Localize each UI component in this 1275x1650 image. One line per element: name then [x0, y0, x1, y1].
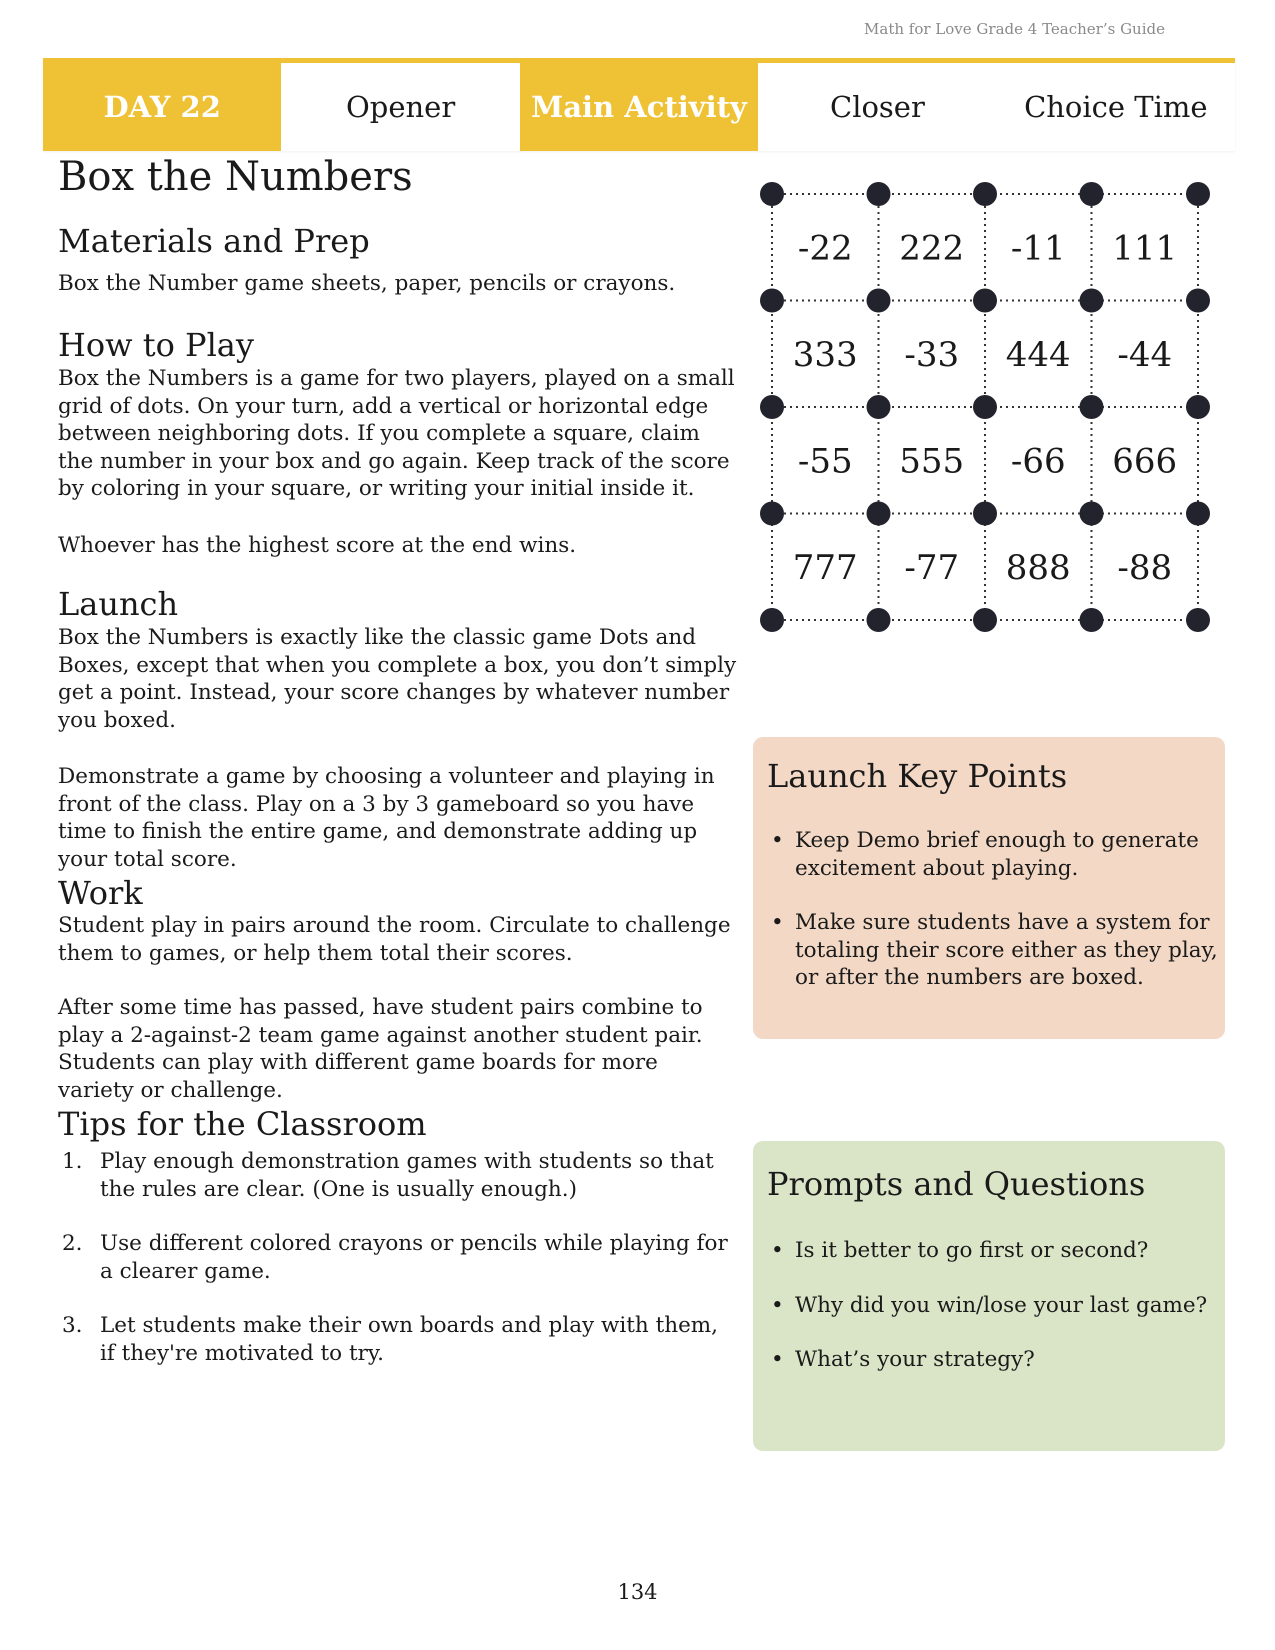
tab-opener[interactable]: Opener [281, 63, 519, 151]
prompts-questions-box [753, 1141, 1225, 1451]
work-heading: Work [58, 874, 143, 912]
materials-heading: Materials and Prep [58, 222, 370, 260]
list-item-text: Use different colored crayons or pencils while playing for a clearer game. [100, 1231, 728, 1284]
page-number: 134 [617, 1580, 658, 1604]
list-item [767, 1237, 1207, 1265]
box-the-numbers-game-board [760, 176, 1220, 636]
launch-key-points-list [767, 827, 1225, 992]
board-cell-value: -44 [1117, 334, 1173, 375]
launch-key-points-box [753, 737, 1225, 1039]
prompts-list [767, 1237, 1207, 1374]
list-item [767, 1346, 1207, 1374]
tips-heading: Tips for the Classroom [58, 1105, 427, 1143]
grid-dot [867, 289, 891, 313]
launch-text: Box the Numbers is exactly like the classic game Dots and Boxes, except that when you complete a box, you don’t simply get a point. Instead, your score changes by whatever number you boxed. [58, 625, 737, 733]
board-cell-value: -22 [797, 228, 853, 269]
board-cell-value: 666 [1112, 441, 1178, 482]
grid-dot [1080, 395, 1104, 419]
bullet-icon: • [771, 1347, 784, 1372]
launch-heading: Launch [58, 585, 179, 623]
grid-dot [1080, 289, 1104, 313]
how-to-play-heading: How to Play [58, 326, 254, 364]
running-header: Math for Love Grade 4 Teacher’s Guide [864, 20, 1165, 38]
list-item-text: What’s your strategy? [795, 1347, 1035, 1372]
grid-dot [1186, 182, 1210, 206]
list-item [58, 1148, 738, 1203]
list-item [767, 827, 1225, 882]
materials-text: Box the Number game sheets, paper, pencils or crayons. [58, 271, 676, 296]
grid-dot [760, 502, 784, 526]
grid-dot [760, 289, 784, 313]
launch-key-points-heading: Launch Key Points [767, 757, 1068, 795]
board-cell-value: 222 [899, 228, 965, 269]
board-cell-value: -66 [1010, 441, 1066, 482]
work-team-text: After some time has passed, have student pairs combine to play a 2-against-2 team game against another student pair. Students can play with different game boards for more variety or challenge. [58, 995, 703, 1103]
grid-dot [760, 608, 784, 632]
grid-dot [973, 395, 997, 419]
grid-dot [973, 289, 997, 313]
bullet-icon: • [771, 828, 784, 853]
list-item [58, 1312, 738, 1367]
grid-dot [1186, 502, 1210, 526]
list-number: 3. [62, 1313, 83, 1338]
list-item-text: Play enough demonstration games with students so that the rules are clear. (One is usually enough.) [100, 1149, 714, 1202]
list-number: 2. [62, 1231, 83, 1256]
grid-dot [867, 395, 891, 419]
board-cell-value: -33 [904, 334, 960, 375]
bullet-icon: • [771, 910, 784, 935]
grid-dot [973, 182, 997, 206]
grid-dot [1080, 182, 1104, 206]
grid-dot [973, 608, 997, 632]
launch-demo-text: Demonstrate a game by choosing a volunteer and playing in front of the class. Play on a 3 by 3 gameboard so you have time to finish the entire game, and demonstrate adding up your total score. [58, 764, 715, 872]
how-to-play-winner-text: Whoever has the highest score at the end wins. [58, 533, 577, 558]
bullet-icon: • [771, 1238, 784, 1263]
work-text: Student play in pairs around the room. Circulate to challenge them to games, or help them total their scores. [58, 913, 731, 966]
bullet-icon: • [771, 1292, 784, 1318]
grid-dot [867, 502, 891, 526]
tab-day[interactable]: DAY 22 [43, 63, 281, 151]
list-item [58, 1230, 738, 1285]
board-cell-value: 888 [1005, 547, 1071, 588]
list-item-text: Let students make their own boards and play with them, if they're motivated to try. [100, 1313, 719, 1366]
grid-dot [760, 182, 784, 206]
lesson-tab-bar [43, 58, 1235, 151]
board-cell-value: 444 [1005, 334, 1071, 375]
tab-choice-time[interactable]: Choice Time [997, 63, 1235, 151]
grid-dot [1186, 608, 1210, 632]
grid-dot [760, 395, 784, 419]
list-item [767, 1292, 1207, 1320]
how-to-play-text: Box the Numbers is a game for two players, played on a small grid of dots. On your turn, add a vertical or horizontal edge between neighboring dots. If you complete a square, claim the number in your box and go again. Keep track of the score by coloring in your square, or writing your initial inside it. [58, 366, 735, 501]
tips-list [58, 1148, 738, 1394]
grid-dot [973, 502, 997, 526]
board-cell-value: 777 [792, 547, 858, 588]
grid-dot [867, 182, 891, 206]
grid-dot [1186, 289, 1210, 313]
board-cell-value: 111 [1112, 228, 1178, 269]
board-cell-value: -55 [797, 441, 853, 482]
prompts-heading: Prompts and Questions [767, 1165, 1146, 1203]
list-item-text: Keep Demo brief enough to generate excitement about playing. [795, 828, 1199, 881]
grid-dot [1080, 608, 1104, 632]
page-title: Box the Numbers [58, 154, 413, 200]
list-item [767, 909, 1225, 992]
tab-closer[interactable]: Closer [758, 63, 996, 151]
board-cell-value: 333 [792, 334, 858, 375]
list-number: 1. [62, 1149, 83, 1174]
board-cell-value: -11 [1010, 228, 1066, 269]
grid-dot [867, 608, 891, 632]
board-cell-value: 555 [899, 441, 965, 482]
board-cell-value: -88 [1117, 547, 1173, 588]
list-item-text: Is it better to go first or second? [795, 1238, 1149, 1263]
tab-main-activity[interactable]: Main Activity [520, 63, 758, 151]
grid-dot [1186, 395, 1210, 419]
list-item-text: Make sure students have a system for totaling their score either as they play, or after the numbers are boxed. [795, 910, 1218, 990]
list-item-text: Why did you win/lose your last game? [795, 1292, 1208, 1318]
grid-dot [1080, 502, 1104, 526]
board-cell-value: -77 [904, 547, 960, 588]
